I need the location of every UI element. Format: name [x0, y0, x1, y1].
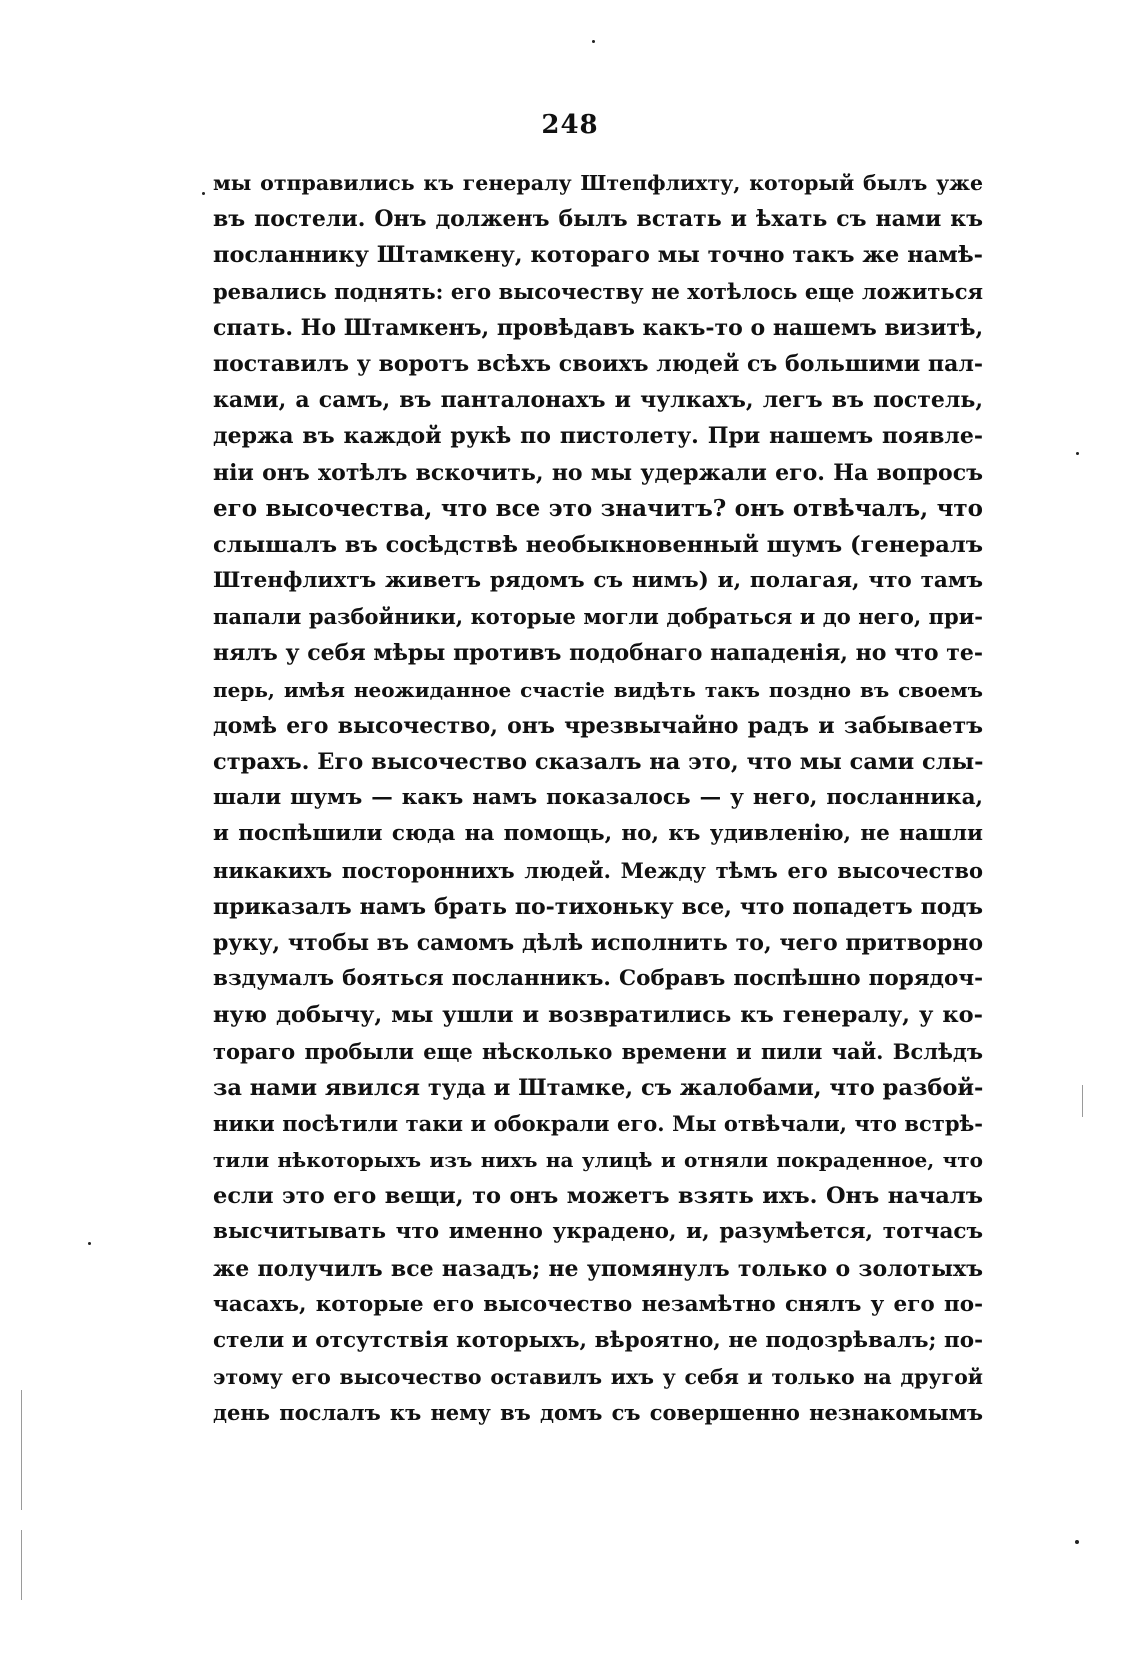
text-line: посланнику Штамкену, котораго мы точно такъ же намѣ-	[213, 242, 983, 269]
scan-speck	[202, 192, 205, 195]
text-line: ную добычу, мы ушли и возвратились къ генералу, у ко-	[213, 1002, 983, 1029]
text-line: за нами явился туда и Штамке, съ жалобами, что разбой-	[213, 1074, 984, 1101]
text-line: и поспѣшили сюда на помощь, но, къ удивленію, не нашли	[213, 821, 983, 847]
scan-edge-line	[21, 1530, 22, 1600]
text-line: руку, чтобы въ самомъ дѣлѣ исполнить то, чего притворно	[213, 929, 983, 956]
text-line: если это его вещи, то онъ можетъ взять ихъ. Онъ началъ	[213, 1183, 983, 1210]
body-text	[213, 165, 983, 1432]
text-line: спать. Но Штамкенъ, провѣдавъ какъ-то о нашемъ визитѣ,	[213, 314, 984, 341]
text-line: его высочества, что все это значитъ? онъ отвѣчалъ, что	[213, 494, 983, 522]
text-line: шали шумъ — какъ намъ показалось — у него, посланника,	[213, 785, 983, 811]
text-line: ніи онъ хотѣлъ вскочить, но мы удержали его. На вопросъ	[213, 459, 983, 486]
page-number: 248	[541, 110, 599, 140]
text-line: нялъ у себя мѣры противъ подобнаго нападенія, но что те-	[213, 640, 983, 667]
text-line: тили нѣкоторыхъ изъ нихъ на улицѣ и отняли покраденное, что	[213, 1148, 983, 1173]
text-line: мы отправились къ генералу Штепфлихту, который былъ уже	[213, 171, 983, 195]
scan-edge-line	[21, 1390, 22, 1510]
text-line: держа въ каждой рукѣ по пистолету. При нашемъ появле-	[213, 423, 983, 450]
scan-speck	[1076, 452, 1079, 455]
text-line: вздумалъ бояться посланникъ. Собравъ поспѣшно порядоч-	[213, 966, 983, 992]
text-line: часахъ, которые его высочество незамѣтно снялъ у его по-	[213, 1291, 983, 1317]
text-line: слышалъ въ сосѣдствѣ необыкновенный шумъ (генералъ	[213, 531, 983, 558]
scan-edge-line	[1082, 1085, 1083, 1117]
text-line: домѣ его высочество, онъ чрезвычайно радъ и забываетъ	[213, 712, 983, 739]
text-line: ками, а самъ, въ панталонахъ и чулкахъ, легъ въ постель,	[213, 387, 983, 414]
text-line: никакихъ постороннихъ людей. Между тѣмъ его высочество	[213, 857, 983, 883]
text-line: день послалъ къ нему въ домъ съ совершенно незнакомымъ	[213, 1400, 983, 1426]
text-line: стели и отсутствія которыхъ, вѣроятно, не подозрѣвалъ; по-	[213, 1328, 983, 1353]
text-line: страхъ. Его высочество сказалъ на это, что мы сами слы-	[213, 749, 984, 775]
text-line: тораго пробыли еще нѣсколько времени и пили чай. Вслѣдъ	[213, 1038, 983, 1064]
scan-speck	[88, 1242, 91, 1245]
text-line: папали разбойники, которые могли добраться и до него, при-	[213, 604, 983, 630]
text-line: перь, имѣя неожиданное счастіе видѣть такъ поздно въ своемъ	[213, 677, 983, 702]
text-line: этому его высочество оставилъ ихъ у себя и только на другой	[213, 1365, 983, 1390]
text-line: высчитывать что именно украдено, и, разумѣется, тотчасъ	[213, 1219, 983, 1245]
scan-speck	[592, 40, 595, 43]
text-line: Штенфлихтъ живетъ рядомъ съ нимъ) и, полагая, что тамъ	[213, 568, 983, 594]
scan-speck	[1075, 1540, 1079, 1544]
text-line: приказалъ намъ брать по-тихоньку все, что попадетъ подъ	[213, 893, 983, 920]
text-line: ревались поднять: его высочеству не хотѣлось еще ложиться	[213, 278, 983, 304]
text-line: въ постели. Онъ долженъ былъ встать и ѣхать съ нами къ	[213, 206, 983, 233]
text-line: же получилъ все назадъ; не упомянулъ только о золотыхъ	[213, 1255, 983, 1282]
text-line: поставилъ у воротъ всѣхъ своихъ людей съ большими пал-	[213, 350, 983, 377]
text-line: ники посѣтили таки и обокрали его. Мы отвѣчали, что встрѣ-	[213, 1110, 983, 1136]
